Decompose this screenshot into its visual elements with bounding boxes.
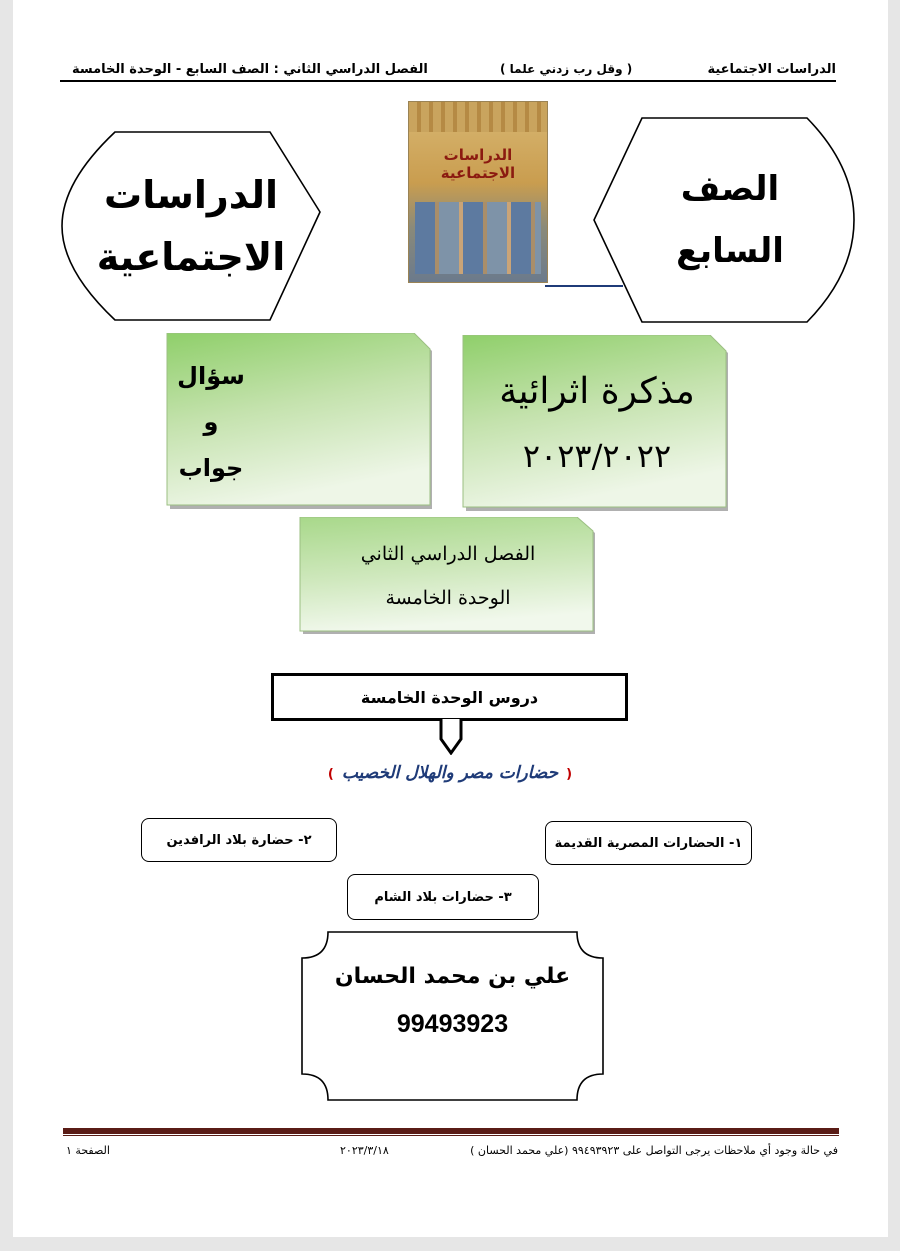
left-hexagon-line2: الاجتماعية [96, 235, 286, 279]
author-name: علي بن محمد الحسان [334, 964, 571, 989]
right-hexagon-line1: الصف [680, 169, 780, 209]
author-plaque [300, 930, 605, 1102]
footer-note: في حالة وجود أي ملاحظات يرجى التواصل على ٩٩٤٩٣٩٢٣ (علي محمد الحسان ) [470, 1144, 838, 1157]
term-line1: الفصل الدراسي الثاني [360, 543, 536, 565]
header-term-label: الفصل الدراسي الثاني [283, 62, 428, 77]
footer-rule-thin [63, 1135, 839, 1136]
lesson-item-3: ٣- حضارات بلاد الشام [347, 874, 539, 920]
book-cover-photos [415, 202, 541, 274]
left-hexagon-line1: الدراسات [104, 173, 278, 217]
textbook-cover-image [408, 101, 548, 283]
qa-line3: جواب [178, 454, 244, 482]
term-box [299, 517, 597, 635]
header-grade-unit: : الصف السابع - الوحدة الخامسة [72, 62, 279, 77]
lesson-item-1: ١- الحضارات المصرية القديمة [545, 821, 752, 865]
footer-page-number: الصفحة ١ [66, 1144, 110, 1157]
memo-year: ٢٠٢٣/٢٠٢٢ [522, 437, 672, 475]
author-phone: 99493923 [396, 1010, 509, 1038]
unit-subtitle [0, 763, 900, 783]
footer-date: ٢٠٢٣/٣/١٨ [340, 1144, 389, 1157]
term-box-text [299, 517, 597, 635]
qa-box-text [166, 333, 436, 511]
memo-box-text [462, 335, 732, 513]
lesson-item-2: ٢- حضارة بلاد الرافدين [141, 818, 337, 862]
right-hexagon-text [592, 116, 856, 324]
header-subject: الدراسات الاجتماعية [707, 62, 836, 77]
right-hexagon [592, 116, 856, 324]
book-cover-title: الدراسات الاجتماعية [440, 146, 516, 182]
header-term [72, 62, 428, 77]
left-hexagon-text [60, 130, 322, 322]
qa-line2: و [203, 408, 219, 436]
callout-tail [439, 719, 463, 755]
header-motto: ( وقل رب زدني علما ) [500, 62, 633, 76]
term-line2: الوحدة الخامسة [385, 587, 511, 609]
footer-rule [63, 1128, 839, 1134]
memo-line1: مذكرة اثرائية [499, 371, 695, 412]
subtitle-paren-close: ) [327, 767, 334, 782]
memo-box [462, 335, 732, 513]
subtitle-text: حضارات مصر والهلال الخصيب [341, 763, 559, 783]
header-rule [60, 80, 836, 82]
lessons-heading-box: دروس الوحدة الخامسة [271, 673, 628, 721]
book-cover-header [409, 102, 547, 132]
qa-line1: سؤال [177, 362, 245, 390]
left-hexagon [60, 130, 322, 322]
subtitle-paren-open: ( [566, 767, 573, 782]
right-hexagon-line2: السابع [676, 231, 784, 271]
qa-box [166, 333, 436, 511]
